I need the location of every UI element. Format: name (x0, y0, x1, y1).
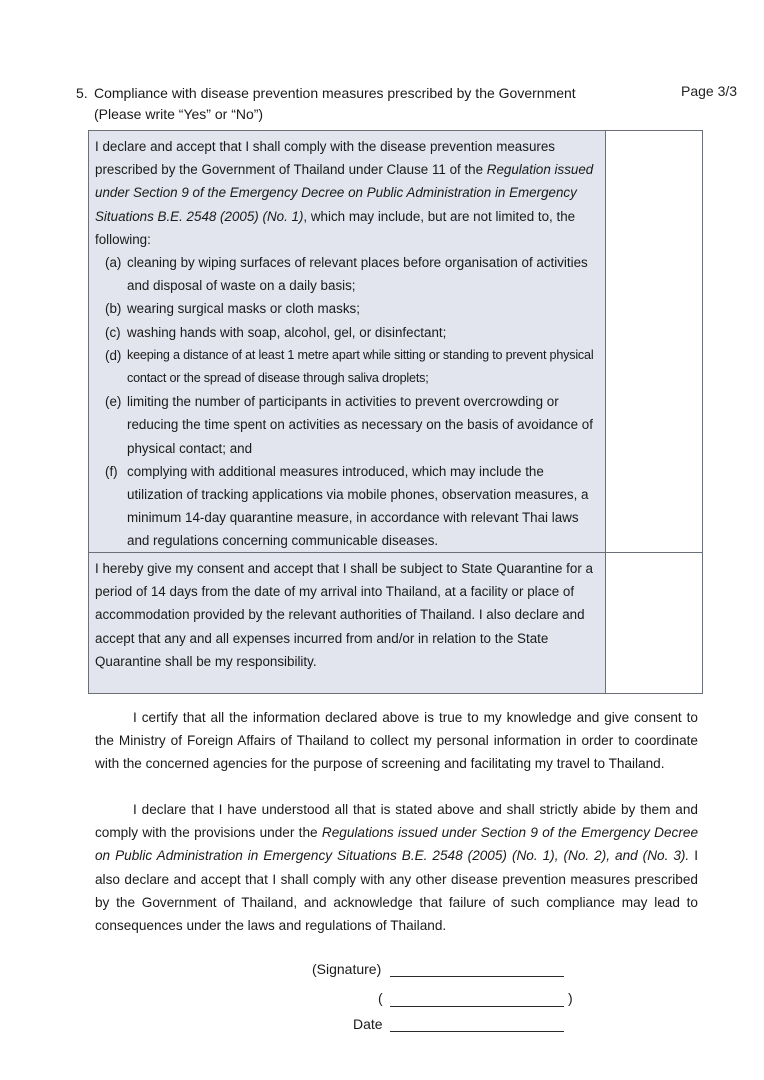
measures-answer-cell[interactable] (606, 131, 702, 552)
item-label: (e) (105, 394, 122, 410)
item-text: limiting the number of participants in activities to prevent overcrowding or reducing the time spent on activities as necessary on the basis of avoidance of physical contact; and (127, 394, 593, 456)
table-row (89, 131, 702, 553)
name-close-paren: ) (568, 990, 573, 1006)
section-title: Compliance with disease prevention measures prescribed by the Government (94, 85, 576, 101)
measures-cell (89, 131, 606, 552)
quarantine-answer-cell[interactable] (606, 553, 702, 693)
quarantine-consent-cell (89, 553, 606, 693)
list-item (95, 297, 599, 320)
list-item (95, 460, 599, 553)
list-item (95, 344, 599, 390)
measures-intro (95, 135, 599, 251)
item-text: washing hands with soap, alcohol, gel, or disinfectant; (127, 324, 447, 340)
section-instruction: (Please write “Yes” or “No”) (94, 106, 264, 122)
item-label: (c) (105, 324, 121, 340)
regulations-title: Regulations issued under Section 9 of the Emergency Decree on Public Administration in Emergency Situations B.E. 2548 (2005) (No. 1), (No. 2), and (No. 3). (95, 825, 699, 864)
item-label: (a) (105, 255, 122, 271)
table-row (89, 553, 702, 693)
printed-name-line[interactable] (390, 1006, 564, 1007)
item-text: cleaning by wiping surfaces of relevant places before organisation of activities and disposal of waste on a daily basis; (127, 255, 588, 294)
declare-text-end: I also declare and accept that I shall comply with any other disease prevention measures prescribed by the Government of Thailand, and acknowledge that failure of such compliance may lead to consequences under the laws and regulations of Thailand. (95, 848, 698, 934)
section-heading (76, 83, 636, 125)
declare-text: I declare that I have understood all that is stated above and shall strictly abide by them and comply with the provisions under the (95, 802, 698, 841)
page-number: Page 3/3 (681, 83, 738, 99)
intro-text: I declare and accept that I shall comply with the disease prevention measures prescribed by the Government of Thailand under Clause 11 of the (95, 139, 555, 178)
list-item (95, 321, 599, 344)
item-text: wearing surgical masks or cloth masks; (127, 301, 360, 317)
intro-text-end: , which may include, but are not limited to, the following: (95, 208, 576, 247)
compliance-table (88, 130, 703, 694)
item-label: (f) (105, 463, 118, 479)
date-line[interactable] (390, 1031, 564, 1032)
item-text: complying with additional measures introduced, which may include the utilization of tracking applications via mobile phones, observation measures, a minimum 14-day quarantine measure, in accordance with relevant Thai laws and regulations concerning communicable diseases. (127, 463, 589, 549)
section-number: 5. (76, 85, 88, 101)
date-label: Date (353, 1016, 383, 1032)
certify-paragraph (95, 706, 698, 776)
item-label: (d) (105, 347, 122, 363)
name-open-paren: ( (378, 990, 383, 1006)
declare-paragraph (95, 798, 698, 937)
list-item (95, 251, 599, 297)
quarantine-consent-text: I hereby give my consent and accept that I shall be subject to State Quarantine for a period of 14 days from the date of my arrival into Thailand, at a facility or place of accommodation provided by the relevant authorities of Thailand. I also declare and accept that any and all expenses incurred from and/or in relation to the State Quarantine shall be my responsibility. (95, 561, 593, 669)
signature-label: (Signature) (312, 961, 382, 977)
item-label: (b) (105, 301, 122, 317)
certify-text: I certify that all the information declared above is true to my knowledge and give consent to the Ministry of Foreign Affairs of Thailand to collect my personal information in order to coordinate with the concerned agencies for the purpose of screening and facilitating my travel to Thailand. (95, 710, 698, 772)
list-item (95, 390, 599, 460)
item-text: keeping a distance of at least 1 metre apart while sitting or standing to prevent physical contact or the spread of disease through saliva droplets; (127, 347, 594, 386)
regulation-title: Regulation issued under Section 9 of the Emergency Decree on Public Administration in Emergency Situations B.E. 2548 (2005) (No. 1) (95, 162, 594, 224)
signature-line[interactable] (390, 976, 564, 977)
